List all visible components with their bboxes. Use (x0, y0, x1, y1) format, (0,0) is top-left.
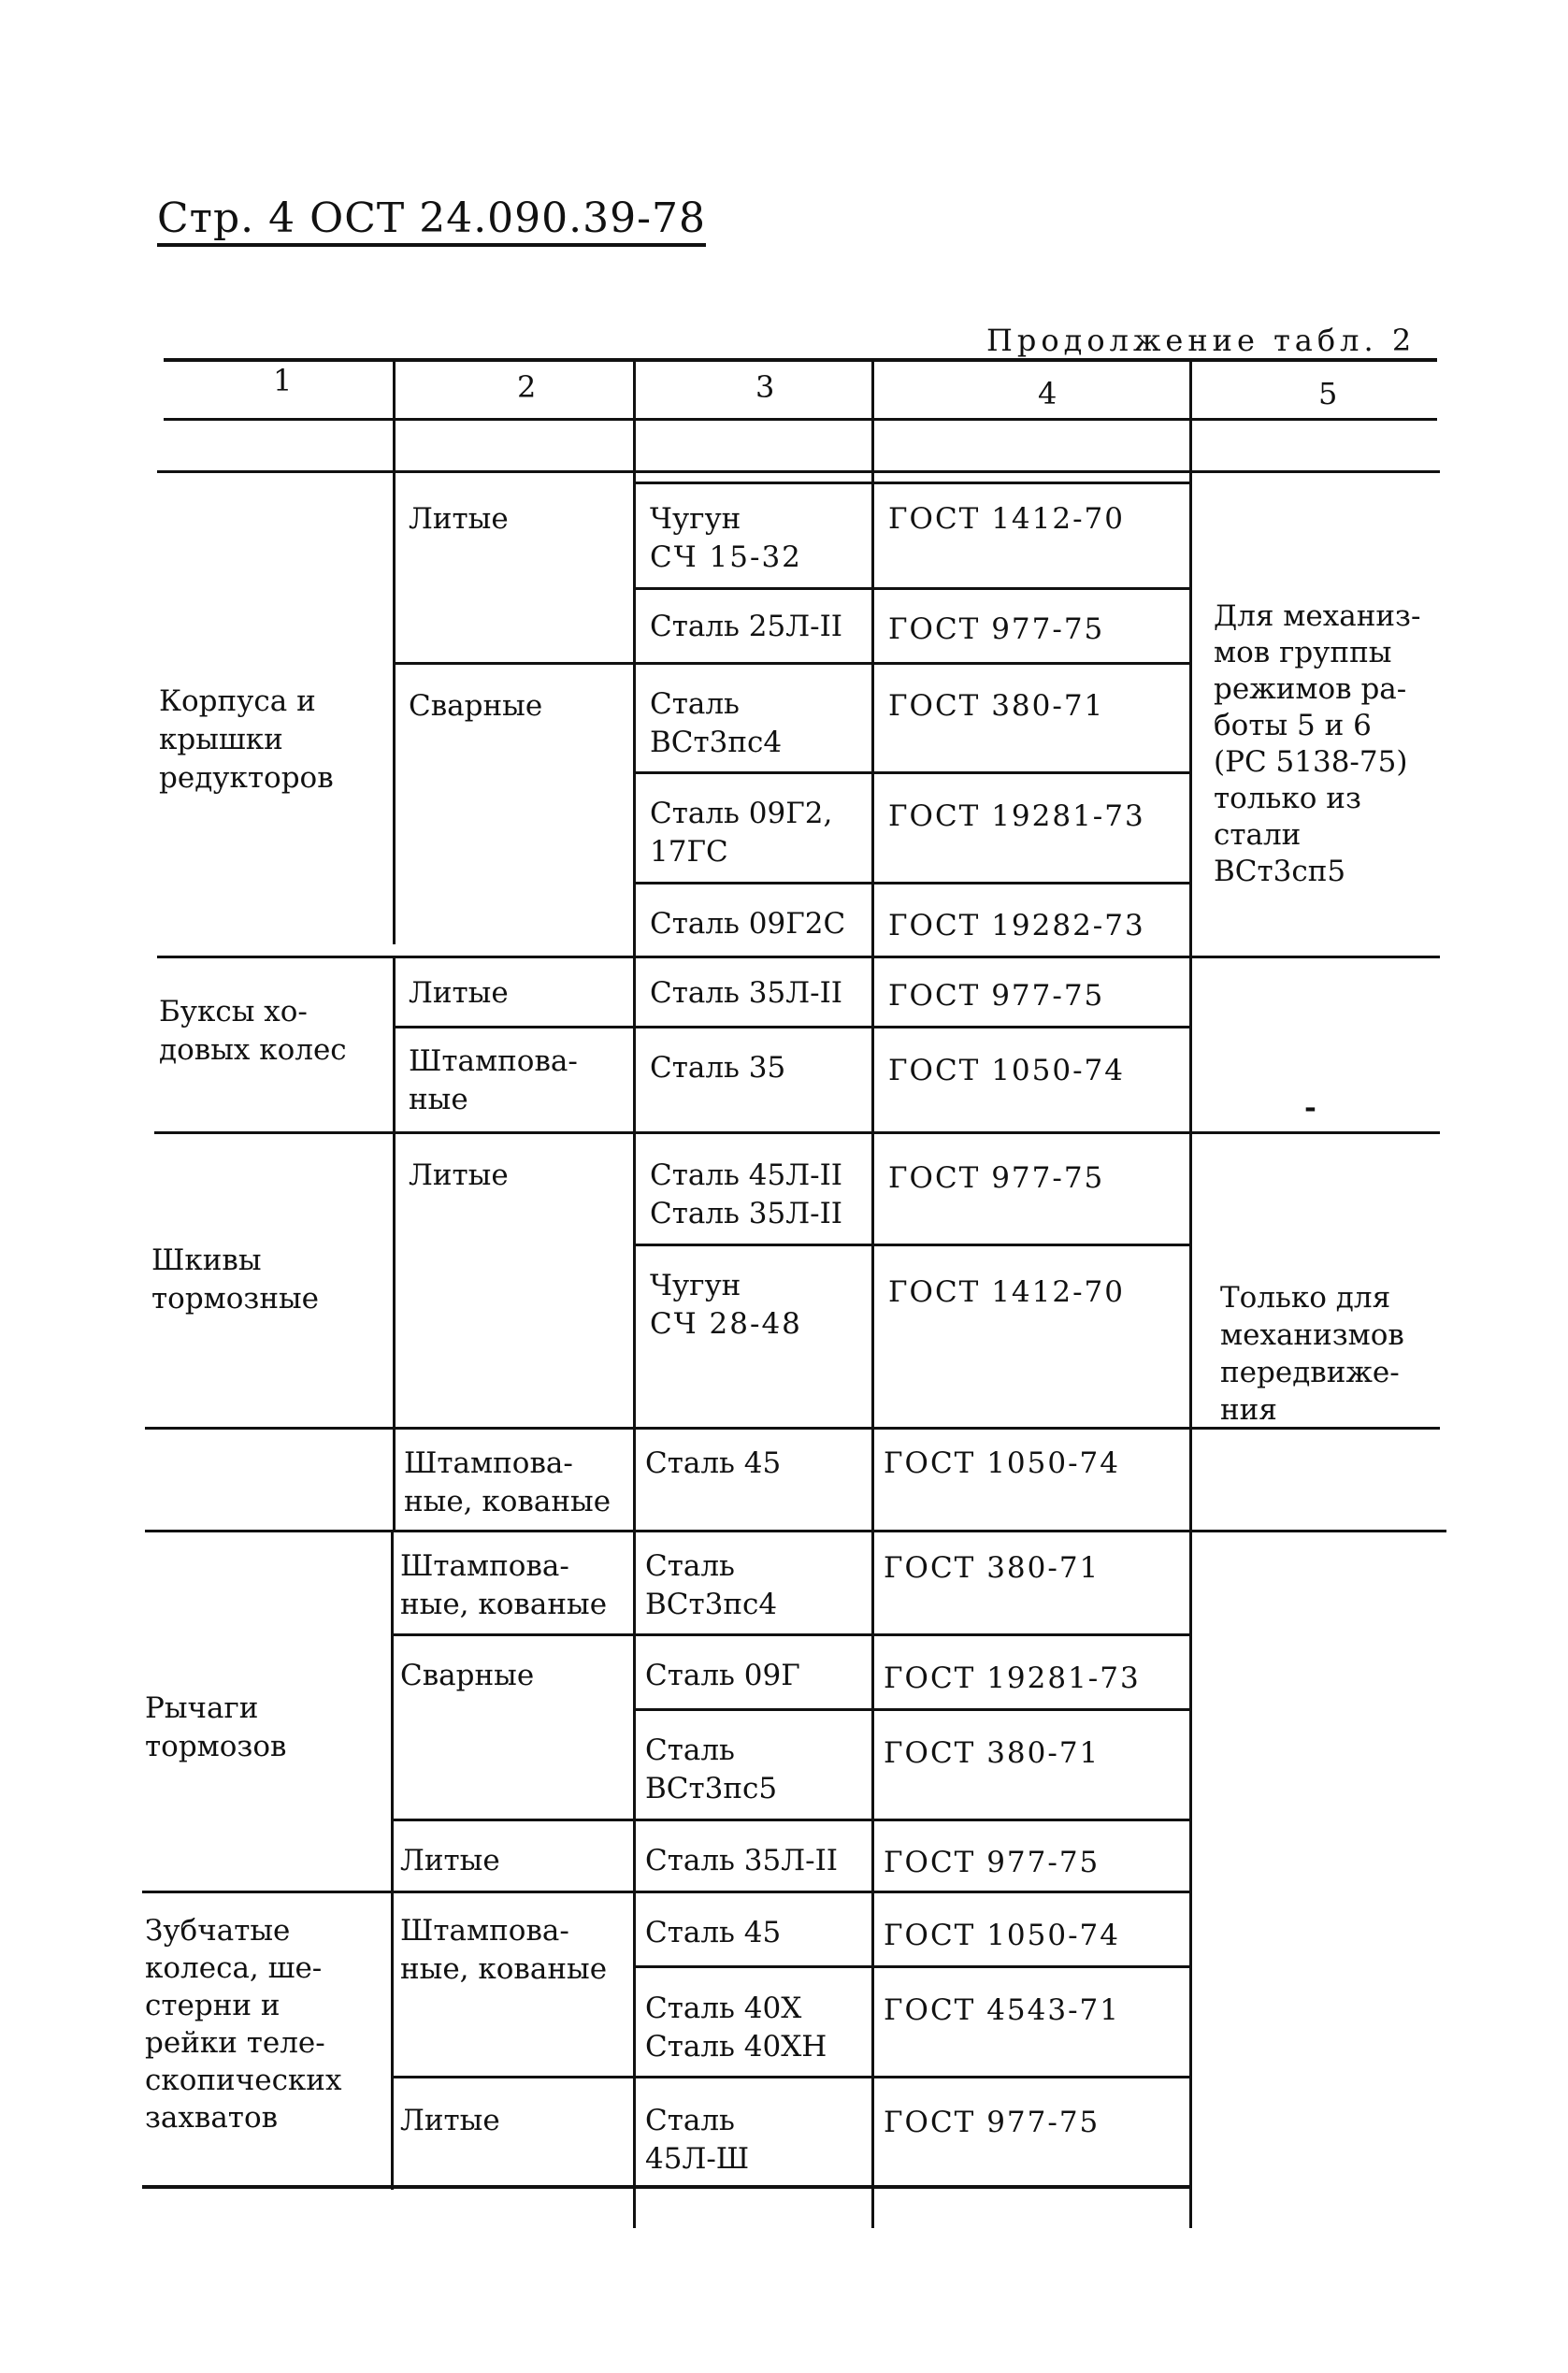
rule (142, 1891, 1189, 1893)
material-cell: Сталь ВСт3пс5 (645, 1733, 778, 1805)
material-cell: Сталь 40Х Сталь 40ХН (645, 1992, 827, 2064)
rule (393, 1026, 1189, 1028)
material-cell: Сталь 45Л-II Сталь 35Л-II (650, 1158, 843, 1230)
part-name: Корпуса и крышки редукторов (159, 684, 334, 795)
standard-cell: ГОСТ 1050-74 (884, 1919, 1121, 1952)
standard-cell: ГОСТ 1050-74 (884, 1446, 1121, 1480)
note-cell: - (1304, 1091, 1316, 1125)
rule (393, 2076, 1189, 2078)
rule (154, 1131, 1440, 1134)
material-cell: Сталь 35Л-II (645, 1844, 839, 1877)
standard-cell: ГОСТ 977-75 (884, 2106, 1100, 2139)
material-cell: Сталь 25Л-II (650, 610, 843, 643)
rule (1189, 358, 1192, 2228)
standard-cell: ГОСТ 977-75 (888, 612, 1105, 646)
standard-cell: ГОСТ 977-75 (888, 1161, 1105, 1195)
rule (633, 482, 1189, 484)
rule (393, 956, 396, 1139)
material-cell: Сталь 45 (645, 1446, 782, 1480)
manufacture-kind: Штампова- ные, кованые (400, 1914, 608, 1986)
material-cell: Сталь 45 (645, 1916, 782, 1949)
manufacture-kind: Литые (400, 2104, 500, 2137)
manufacture-kind: Литые (409, 976, 509, 1010)
part-name: Рычаги тормозов (145, 1691, 287, 1763)
standard-cell: ГОСТ 19282-73 (888, 909, 1145, 942)
rule (633, 1965, 1189, 1968)
note-cell: Только для механизмов передвиже- ния (1220, 1281, 1404, 1427)
rule (393, 1131, 396, 1530)
rule (871, 358, 874, 2228)
standard-cell: ГОСТ 380-71 (884, 1551, 1100, 1585)
material-cell: Сталь 35Л-II (650, 976, 843, 1010)
material-cell: Сталь 09Г2С (650, 907, 846, 941)
note-cell: Для механиз- мов группы режимов ра- боты 5 и 6 (РС 5138-75) только из стали ВСт3сп5 (1214, 599, 1421, 888)
part-name: Буксы хо- довых колес (159, 995, 347, 1067)
rule (393, 358, 396, 944)
column-number: 3 (755, 369, 775, 405)
standard-cell: ГОСТ 1412-70 (888, 502, 1126, 536)
column-number: 1 (273, 363, 293, 398)
manufacture-kind: Штампова- ные, кованые (400, 1549, 608, 1621)
standard-cell: ГОСТ 19281-73 (884, 1661, 1141, 1695)
manufacture-kind: Сварные (409, 689, 543, 723)
rule (393, 1633, 1189, 1636)
rule (145, 1530, 1446, 1532)
material-cell: Чугун СЧ 15-32 (650, 502, 802, 574)
rule (164, 358, 1437, 362)
material-cell: Сталь ВСт3пс4 (650, 687, 783, 759)
rule (164, 418, 1437, 421)
rule (633, 882, 1189, 884)
standard-cell: ГОСТ 1050-74 (888, 1054, 1126, 1087)
rule (633, 1244, 1189, 1246)
standard-cell: ГОСТ 977-75 (888, 979, 1105, 1013)
material-cell: Чугун СЧ 28-48 (650, 1269, 802, 1341)
column-number: 2 (517, 369, 537, 405)
material-cell: Сталь ВСт3пс4 (645, 1549, 778, 1621)
manufacture-kind: Литые (409, 502, 509, 536)
standard-cell: ГОСТ 1412-70 (888, 1275, 1126, 1309)
rule (142, 2185, 1189, 2189)
standard-cell: ГОСТ 19281-73 (888, 799, 1145, 833)
rule (633, 771, 1189, 774)
rule (391, 1891, 394, 2190)
page-header: Стр. 4 ОСТ 24.090.39-78 (157, 196, 706, 247)
part-name: Зубчатые колеса, ше- стерни и рейки теле- скопических захватов (145, 1914, 342, 2135)
standard-cell: ГОСТ 977-75 (884, 1846, 1100, 1879)
rule (393, 662, 1189, 665)
rule (157, 470, 1440, 473)
rule (157, 956, 1440, 958)
rule (391, 1530, 394, 1898)
manufacture-kind: Литые (409, 1158, 509, 1192)
manufacture-kind: Сварные (400, 1659, 535, 1692)
rule (633, 1708, 1189, 1711)
column-number: 4 (1038, 376, 1057, 411)
table-continuation-label: Продолжение табл. 2 (986, 323, 1417, 358)
material-cell: Сталь 45Л-Ш (645, 2104, 750, 2176)
standard-cell: ГОСТ 380-71 (888, 689, 1105, 723)
rule (633, 587, 1189, 590)
material-cell: Сталь 09Г2, 17ГС (650, 797, 833, 869)
material-cell: Сталь 35 (650, 1051, 786, 1085)
standard-cell: ГОСТ 380-71 (884, 1736, 1100, 1770)
manufacture-kind: Штампова- ные, кованые (404, 1446, 611, 1518)
manufacture-kind: Литые (400, 1844, 500, 1877)
rule (393, 1819, 1189, 1821)
manufacture-kind: Штампова- ные (409, 1044, 578, 1116)
rule (633, 358, 636, 2228)
material-cell: Сталь 09Г (645, 1659, 800, 1692)
part-name: Шкивы тормозные (151, 1244, 320, 1316)
standard-cell: ГОСТ 4543-71 (884, 1993, 1121, 2027)
column-number: 5 (1318, 376, 1338, 411)
